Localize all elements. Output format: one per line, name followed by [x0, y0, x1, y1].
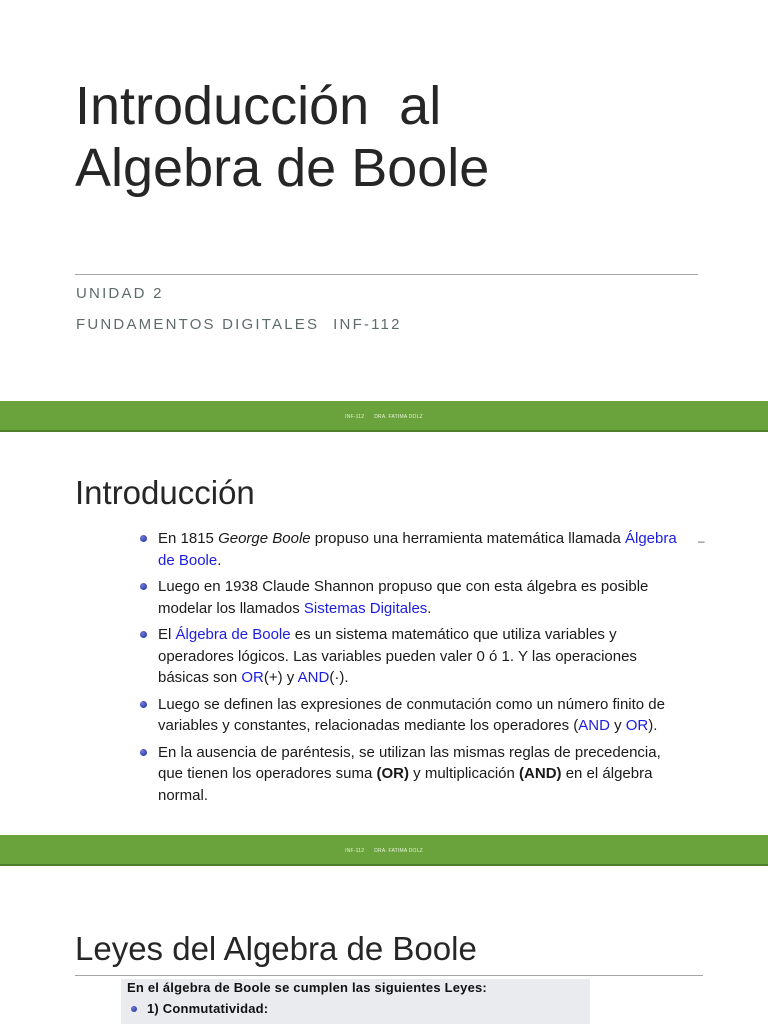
footer-text [340, 414, 428, 420]
bullet-dot-icon [140, 749, 147, 756]
bullet-text: En la ausencia de paréntesis, se utilizan las mismas reglas de precedencia, que tienen los operadores suma (OR) y multiplicación (AND) en el álgebra normal. [158, 743, 661, 804]
laws-box [121, 979, 590, 1024]
footer-author: DRA. FATIMA DOLZ [374, 848, 423, 854]
slide-footer [0, 835, 768, 867]
bullet-dot-icon [140, 583, 147, 590]
course-label [76, 316, 402, 333]
title-slide [0, 0, 768, 402]
footer-course-code: INF-112 [345, 848, 365, 854]
bullet-item [140, 576, 680, 619]
laws-slide [0, 866, 768, 1024]
title-line-1: Introducción al [75, 76, 442, 136]
bullet-dot-icon [131, 1006, 137, 1012]
footer-author: DRA. FATIMA DOLZ [374, 414, 423, 420]
law-item-label: 1) Conmutatividad: [147, 1001, 269, 1016]
bullet-text: En 1815 George Boole propuso una herramienta matemática llamada Álgebra de Boole. [158, 530, 677, 569]
intro-slide [0, 432, 768, 834]
bullet-item [140, 694, 680, 737]
title-divider [75, 274, 698, 275]
bullet-list [140, 528, 680, 811]
laws-intro: En el álgebra de Boole se cumplen las siguientes Leyes: [127, 980, 487, 995]
course-name: FUNDAMENTOS DIGITALES [76, 316, 320, 333]
bullet-text: El Álgebra de Boole es un sistema matemático que utiliza variables y operadores lógicos. Las variables pueden valer 0 ó 1. Y las operaciones básicas son OR(+) y AND(·). [158, 626, 637, 686]
bullet-text: Luego se definen las expresiones de conmutación como un número finito de variables y constantes, relacionadas mediante los operadores (AND y OR). [158, 695, 665, 734]
heading-divider [75, 975, 703, 976]
slide-heading: Leyes del Algebra de Boole [75, 930, 477, 967]
unit-label: UNIDAD 2 [76, 285, 164, 302]
bullet-text: Luego en 1938 Claude Shannon propuso que con esta álgebra es posible modelar los llamados Sistemas Digitales. [158, 578, 649, 617]
footer-text [340, 848, 428, 854]
law-item [131, 1001, 268, 1016]
bullet-item [140, 528, 680, 571]
bullet-dot-icon [140, 701, 147, 708]
bullet-dot-icon [140, 535, 147, 542]
course-code: INF-112 [333, 316, 402, 333]
slide-footer [0, 401, 768, 433]
bullet-item [140, 624, 680, 689]
title-line-2: Algebra de Boole [75, 138, 490, 198]
slide-title [75, 75, 489, 199]
bullet-dot-icon [140, 631, 147, 638]
footer-course-code: INF-112 [345, 414, 365, 420]
slide-heading: Introducción [75, 474, 255, 511]
dash-mark: – [698, 534, 705, 548]
bullet-item [140, 742, 680, 807]
